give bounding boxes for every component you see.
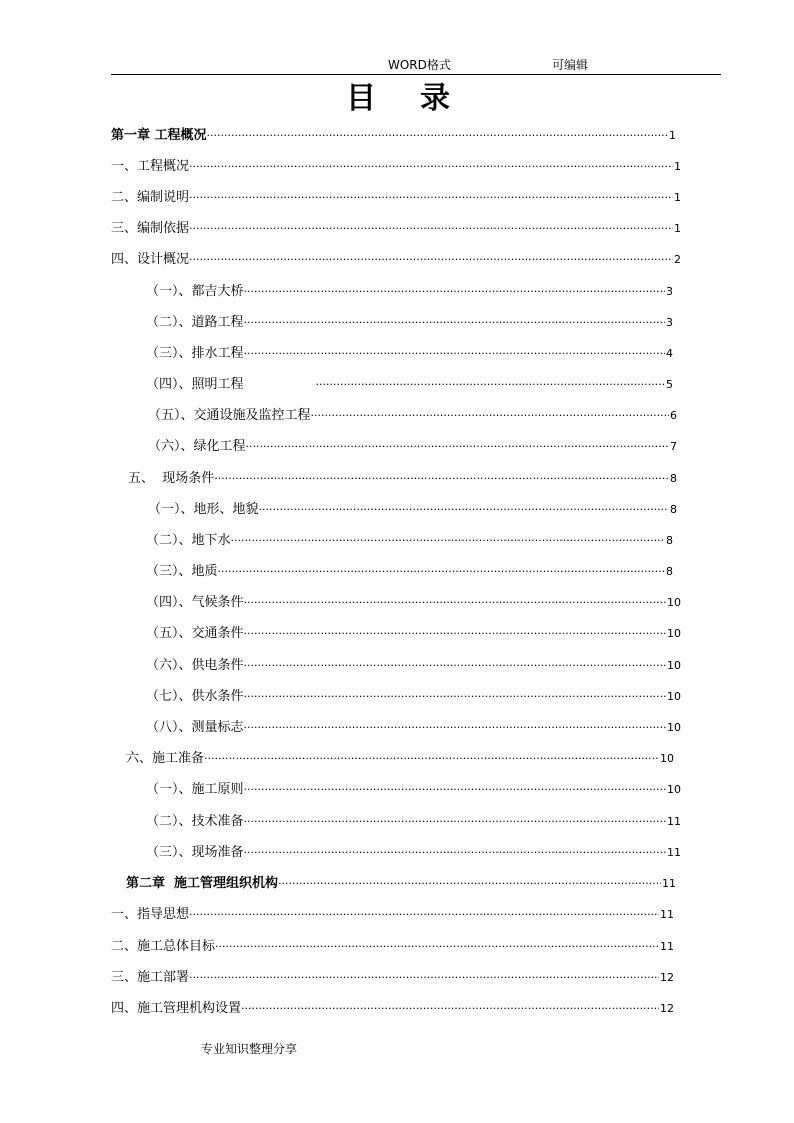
toc-leader-dots [189, 252, 673, 268]
header-format-label: WORD格式 [388, 58, 451, 72]
toc-entry-label: （三）、地质 [146, 564, 218, 579]
toc-entry[interactable] [146, 684, 681, 706]
toc-leader-dots [244, 626, 666, 642]
toc-entry-label: （一）、都吉大桥 [146, 284, 244, 299]
toc-entry[interactable] [146, 653, 681, 675]
toc-leader-dots [244, 658, 666, 674]
toc-entry-label: （二）、技术准备 [146, 814, 244, 829]
toc-entry[interactable] [111, 216, 681, 238]
toc-entry-page: 10 [667, 627, 681, 640]
toc-entry-label: （六）、绿化工程 [148, 439, 246, 454]
toc-leader-dots [189, 159, 673, 175]
toc-entry[interactable] [111, 996, 674, 1018]
toc-leader-dots [218, 564, 665, 580]
toc-entry-page: 11 [660, 940, 674, 953]
toc-leader-dots [278, 876, 661, 892]
toc-entry-label: （四）、照明工程 [146, 377, 244, 392]
page-footer: 专业知识整理分享 [201, 1042, 298, 1056]
toc-entry[interactable] [146, 528, 673, 550]
toc-entry-page: 10 [667, 659, 681, 672]
toc-entry[interactable] [146, 809, 681, 831]
toc-entry-page: 1 [674, 222, 681, 235]
toc-entry[interactable] [148, 403, 677, 425]
toc-leader-dots [244, 284, 665, 300]
toc-entry[interactable] [146, 341, 673, 363]
header-rule [111, 74, 721, 75]
toc-entry[interactable] [146, 590, 681, 612]
toc-entry-label: 四、设计概况 [111, 252, 190, 267]
toc-leader-dots [214, 471, 669, 487]
toc-leader-dots [244, 720, 666, 736]
toc-entry-label: 三、施工部署 [111, 970, 190, 985]
toc-entry-page: 12 [660, 1002, 674, 1015]
toc-entry-page: 10 [667, 783, 681, 796]
toc-entry-label: （五）、交通条件 [146, 626, 244, 641]
toc-entry-page: 8 [670, 472, 677, 485]
toc-entry-label: 第二章 施工管理组织机构 [126, 876, 279, 891]
toc-entry-page: 10 [667, 596, 681, 609]
toc-entry-page: 11 [662, 877, 676, 890]
header-editable-label: 可编辑 [552, 58, 589, 72]
toc-entry[interactable] [111, 247, 681, 269]
toc-leader-dots [189, 907, 659, 923]
toc-leader-dots [244, 782, 666, 798]
toc-entry-page: 11 [667, 846, 681, 859]
toc-entry-label: 第一章 工程概况 [111, 128, 207, 143]
toc-entry[interactable] [146, 840, 681, 862]
toc-leader-dots [244, 595, 666, 611]
toc-entry[interactable] [146, 372, 673, 394]
toc-entry-page: 3 [666, 316, 673, 329]
toc-leader-dots [231, 533, 665, 549]
toc-leader-dots [189, 221, 673, 237]
toc-entry[interactable] [146, 777, 681, 799]
toc-entry[interactable] [111, 154, 681, 176]
page-title: 目录 [346, 81, 494, 116]
toc-entry-page: 2 [674, 253, 681, 266]
toc-entry-page: 12 [660, 971, 674, 984]
toc-entry-page: 8 [670, 503, 677, 516]
toc-leader-dots [244, 689, 666, 705]
toc-leader-dots [316, 377, 665, 393]
toc-leader-dots [215, 939, 659, 955]
toc-leader-dots [246, 439, 669, 455]
toc-leader-dots [244, 845, 666, 861]
toc-entry-label: （六）、供电条件 [146, 658, 244, 673]
toc-entry[interactable] [128, 466, 677, 488]
toc-entry-page: 11 [667, 815, 681, 828]
toc-entry-label: （二）、道路工程 [146, 315, 244, 330]
toc-leader-dots [204, 751, 659, 767]
toc-entry[interactable] [126, 746, 674, 768]
toc-entry-page: 10 [667, 690, 681, 703]
toc-entry-label: 四、施工管理机构设置 [111, 1001, 242, 1016]
toc-entry-label: （七）、供水条件 [146, 689, 244, 704]
toc-leader-dots [241, 1001, 659, 1017]
toc-entry-label: （三）、排水工程 [146, 346, 244, 361]
toc-entry-page: 1 [674, 191, 681, 204]
toc-entry-page: 1 [669, 129, 676, 142]
toc-entry-page: 11 [660, 908, 674, 921]
toc-entry-page: 6 [670, 409, 677, 422]
toc-entry-page: 10 [660, 752, 674, 765]
toc-leader-dots [311, 408, 669, 424]
toc-entry-label: 一、指导思想 [111, 907, 190, 922]
toc-entry[interactable] [146, 310, 673, 332]
toc-entry[interactable] [111, 934, 674, 956]
toc-entry[interactable] [111, 902, 674, 924]
toc-entry[interactable] [111, 185, 681, 207]
toc-entry-page: 7 [670, 440, 677, 453]
toc-entry-label: （五）、交通设施及监控工程 [148, 408, 311, 423]
toc-entry-label: （八）、测量标志 [146, 720, 244, 735]
toc-entry[interactable] [148, 497, 677, 519]
toc-entry-label: （一）、施工原则 [146, 782, 244, 797]
toc-leader-dots [207, 128, 668, 144]
toc-leader-dots [244, 315, 665, 331]
toc-entry-page: 1 [674, 160, 681, 173]
toc-entry-label: （四）、气候条件 [146, 595, 244, 610]
toc-leader-dots [189, 970, 659, 986]
toc-entry[interactable] [111, 123, 676, 145]
toc-entry-label: 六、施工准备 [126, 751, 205, 766]
toc-entry[interactable] [146, 715, 681, 737]
toc-entry[interactable] [146, 621, 681, 643]
toc-entry-page: 8 [666, 534, 673, 547]
toc-entry-page: 5 [666, 378, 673, 391]
toc-entry[interactable] [148, 434, 677, 456]
toc-entry-label: （一）、地形、地貌 [148, 502, 259, 517]
toc-entry-label: 二、编制说明 [111, 190, 190, 205]
toc-entry[interactable] [111, 965, 674, 987]
toc-entry-page: 4 [666, 347, 673, 360]
toc-entry-page: 10 [667, 721, 681, 734]
toc-entry-label: 五、 现场条件 [128, 471, 215, 486]
toc-entry-label: 一、工程概况 [111, 159, 190, 174]
toc-leader-dots [259, 502, 669, 518]
toc-leader-dots [244, 814, 666, 830]
toc-entry-label: 二、施工总体目标 [111, 939, 216, 954]
toc-entry[interactable] [146, 279, 673, 301]
toc-entry[interactable] [126, 871, 676, 893]
toc-entry-page: 3 [666, 285, 673, 298]
toc-entry[interactable] [146, 559, 673, 581]
toc-entry-label: （三）、现场准备 [146, 845, 244, 860]
toc-entry-label: 三、编制依据 [111, 221, 190, 236]
toc-leader-dots [189, 190, 673, 206]
toc-entry-page: 8 [666, 565, 673, 578]
toc-entry-label: （二）、地下水 [146, 533, 231, 548]
toc-leader-dots [244, 346, 665, 362]
